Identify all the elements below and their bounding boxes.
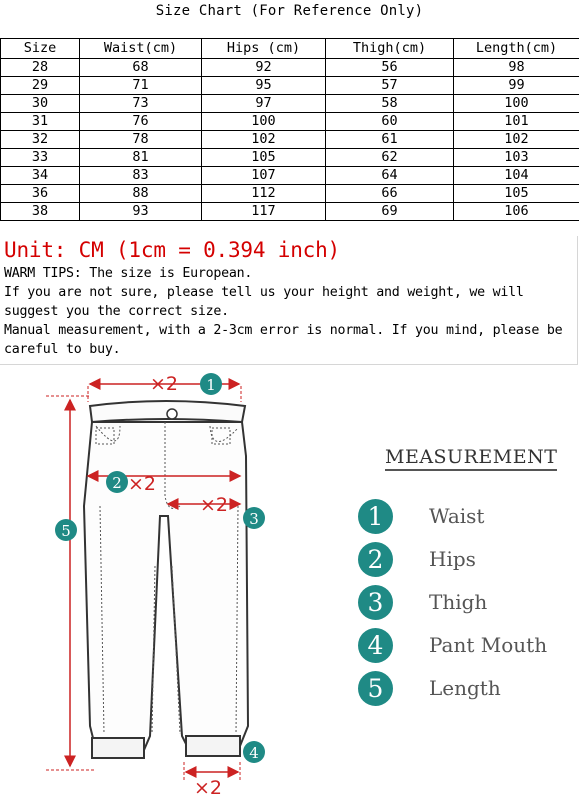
table-row xyxy=(1,77,579,95)
svg-text:1: 1 xyxy=(206,376,216,394)
table-row xyxy=(1,95,579,113)
legend-item-length xyxy=(358,670,501,706)
spacer-row xyxy=(0,22,579,38)
cell-size: 28 xyxy=(1,59,80,77)
cell-size: 38 xyxy=(1,203,80,221)
table-row xyxy=(1,113,579,131)
cell-thigh: 57 xyxy=(326,77,454,95)
cell-waist: 83 xyxy=(80,167,202,185)
legend-number-1: 1 xyxy=(358,499,393,534)
table-row xyxy=(1,185,579,203)
cell-thigh: 56 xyxy=(326,59,454,77)
table-row xyxy=(1,203,579,221)
marker-circle-3 xyxy=(243,507,265,529)
cell-thigh: 58 xyxy=(326,95,454,113)
cell-length: 103 xyxy=(454,149,579,167)
pant-mouth-multiplier: ×2 xyxy=(194,777,222,799)
legend-number-4: 4 xyxy=(358,628,393,663)
table-row xyxy=(1,167,579,185)
cell-length: 100 xyxy=(454,95,579,113)
cell-size: 33 xyxy=(1,149,80,167)
cell-hips: 100 xyxy=(202,113,326,131)
cell-waist: 88 xyxy=(80,185,202,203)
size-table xyxy=(0,38,579,221)
waist-multiplier: ×2 xyxy=(150,373,178,395)
header-size: Size xyxy=(1,39,80,59)
header-hips: Hips (cm) xyxy=(202,39,326,59)
notes xyxy=(4,236,576,359)
legend-label-length: Length xyxy=(429,676,501,700)
cell-hips: 107 xyxy=(202,167,326,185)
size-advice: If you are not sure, please tell us your height and weight, we will suggest you the correct size. xyxy=(4,283,576,321)
cell-length: 101 xyxy=(454,113,579,131)
legend-item-waist xyxy=(358,498,484,534)
svg-text:2: 2 xyxy=(112,474,122,492)
marker-circle-2 xyxy=(106,471,128,493)
table-body xyxy=(1,59,579,221)
table-header-row xyxy=(1,39,579,59)
cell-size: 36 xyxy=(1,185,80,203)
legend-number-2: 2 xyxy=(358,542,393,577)
table-row xyxy=(1,59,579,77)
marker-circle-5 xyxy=(55,519,77,541)
measurement-note: Manual measurement, with a 2-3cm error is normal. If you mind, please be careful to buy. xyxy=(4,321,576,359)
cell-thigh: 61 xyxy=(326,131,454,149)
cell-waist: 73 xyxy=(80,95,202,113)
cell-size: 31 xyxy=(1,113,80,131)
svg-text:4: 4 xyxy=(249,744,259,762)
cell-hips: 105 xyxy=(202,149,326,167)
cell-size: 30 xyxy=(1,95,80,113)
cell-size: 29 xyxy=(1,77,80,95)
button-icon xyxy=(167,409,177,419)
cell-waist: 93 xyxy=(80,203,202,221)
cell-hips: 102 xyxy=(202,131,326,149)
cell-hips: 112 xyxy=(202,185,326,203)
cell-hips: 92 xyxy=(202,59,326,77)
cell-thigh: 66 xyxy=(326,185,454,203)
legend-number-5: 5 xyxy=(358,671,393,706)
cell-hips: 117 xyxy=(202,203,326,221)
legend-item-hips xyxy=(358,541,476,577)
cell-waist: 71 xyxy=(80,77,202,95)
cell-length: 102 xyxy=(454,131,579,149)
legend-label-hips: Hips xyxy=(429,547,476,571)
cell-length: 106 xyxy=(454,203,579,221)
cell-hips: 95 xyxy=(202,77,326,95)
legend-item-pant-mouth xyxy=(358,627,547,663)
cell-thigh: 62 xyxy=(326,149,454,167)
cell-waist: 76 xyxy=(80,113,202,131)
cell-thigh: 64 xyxy=(326,167,454,185)
cell-size: 32 xyxy=(1,131,80,149)
cell-size: 34 xyxy=(1,167,80,185)
legend-label-pant-mouth: Pant Mouth xyxy=(429,633,547,657)
cell-thigh: 60 xyxy=(326,113,454,131)
cell-length: 105 xyxy=(454,185,579,203)
legend-label-waist: Waist xyxy=(429,504,484,528)
header-waist: Waist(cm) xyxy=(80,39,202,59)
cell-hips: 97 xyxy=(202,95,326,113)
hips-multiplier: ×2 xyxy=(128,473,156,495)
legend-title: MEASUREMENT xyxy=(385,446,557,471)
header-length: Length(cm) xyxy=(454,39,579,59)
header-thigh: Thigh(cm) xyxy=(326,39,454,59)
cell-length: 99 xyxy=(454,77,579,95)
table-row xyxy=(1,131,579,149)
cell-length: 98 xyxy=(454,59,579,77)
svg-text:5: 5 xyxy=(61,522,71,540)
table-row xyxy=(1,149,579,167)
legend-number-3: 3 xyxy=(358,585,393,620)
marker-circle-4 xyxy=(243,741,265,763)
marker-circle-1 xyxy=(200,373,222,395)
measurement-figure xyxy=(0,366,579,806)
thigh-multiplier: ×2 xyxy=(200,494,228,516)
cell-waist: 78 xyxy=(80,131,202,149)
page-title: Size Chart (For Reference Only) xyxy=(0,0,579,22)
unit-note: Unit: CM (1cm = 0.394 inch) xyxy=(4,236,576,264)
svg-text:3: 3 xyxy=(249,510,259,528)
legend-label-thigh: Thigh xyxy=(429,590,487,614)
cell-waist: 68 xyxy=(80,59,202,77)
cell-thigh: 69 xyxy=(326,203,454,221)
pants-diagram xyxy=(0,366,579,806)
cell-length: 104 xyxy=(454,167,579,185)
warm-tip: WARM TIPS: The size is European. xyxy=(4,264,576,283)
cell-waist: 81 xyxy=(80,149,202,167)
legend-item-thigh xyxy=(358,584,487,620)
pants-outline xyxy=(84,401,248,758)
